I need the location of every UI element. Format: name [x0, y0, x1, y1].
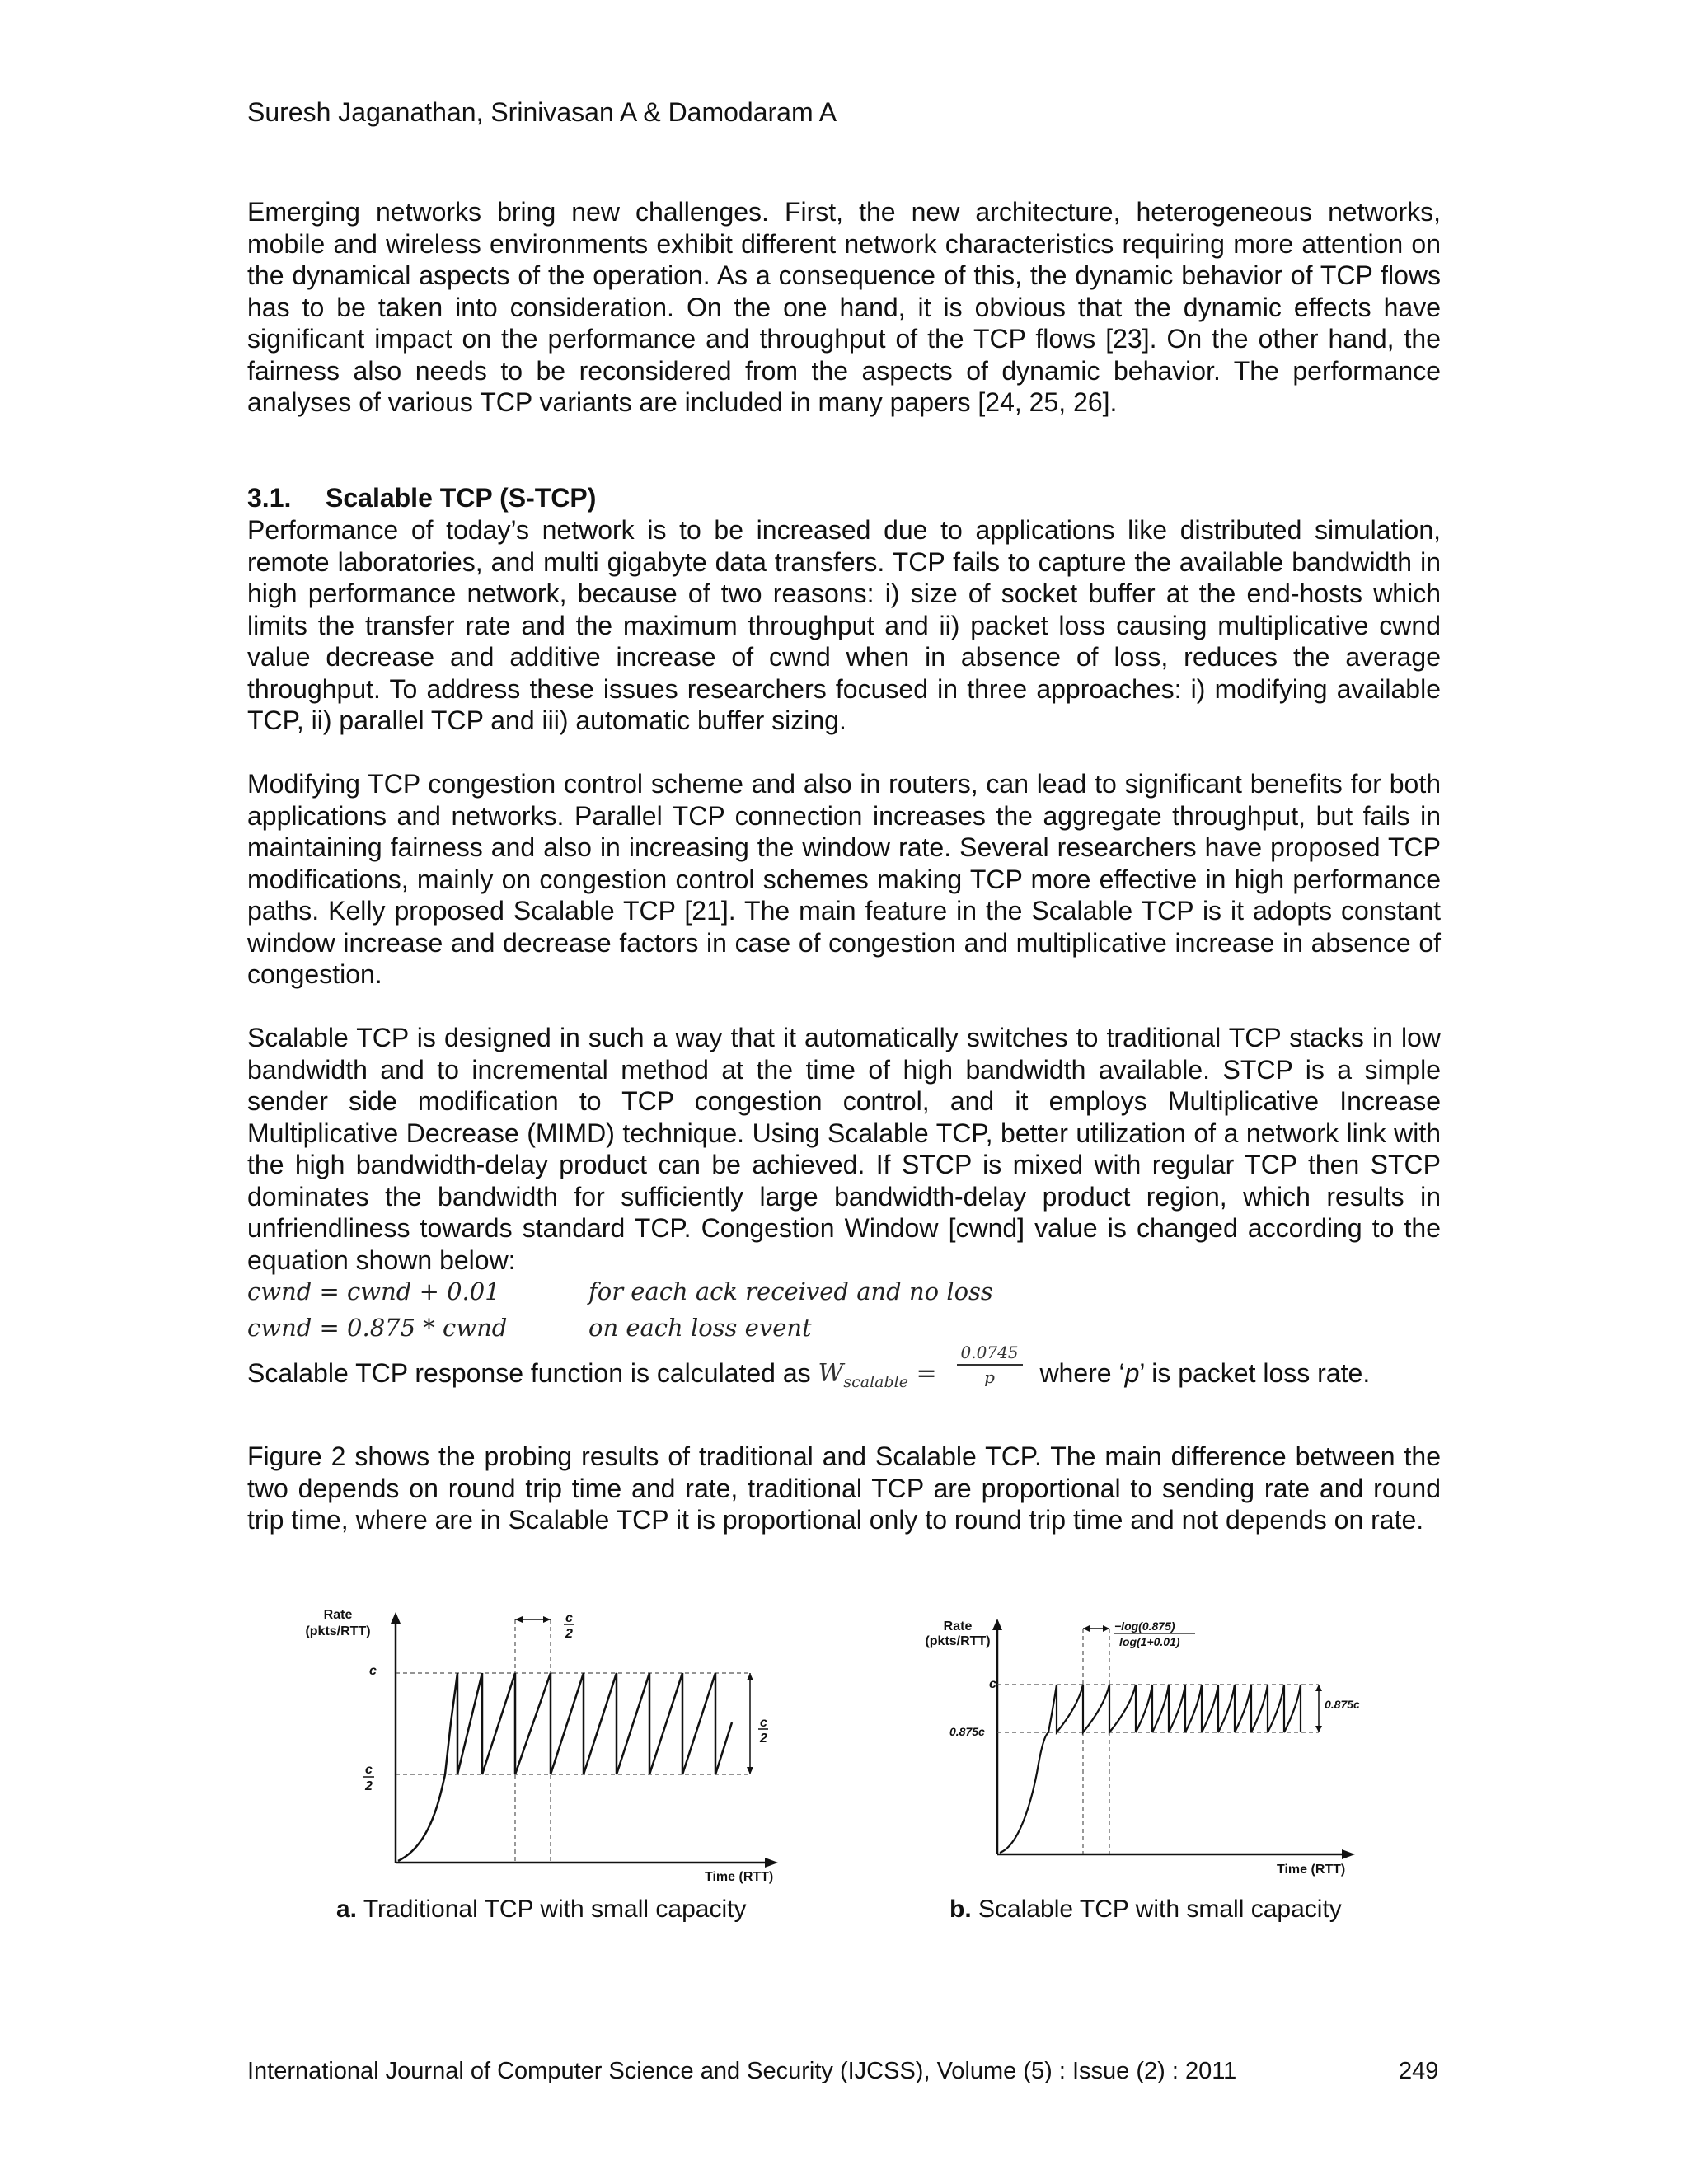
formula-lhs	[818, 1359, 937, 1391]
equation-increase-rhs: for each ack received and no loss	[588, 1277, 993, 1305]
fig-a-side-arrowhead-t	[747, 1673, 753, 1680]
formula-numerator: 0.0745	[960, 1342, 1019, 1362]
fig-b-top-num: −log(0.875)	[1114, 1619, 1175, 1633]
fig-a-tick-c-half-num: c	[365, 1763, 373, 1777]
formula-w: W	[818, 1358, 844, 1388]
fig-b-side-arrowhead-b	[1315, 1726, 1322, 1732]
fig-a-gap-arrowhead-r	[543, 1616, 551, 1623]
fig-b-rate-curve	[1000, 1685, 1301, 1853]
page-number: 249	[1399, 2058, 1439, 2084]
figure-b-caption-label: b.	[950, 1896, 972, 1923]
fig-a-side-num: c	[760, 1716, 767, 1730]
paragraph-intro: Emerging networks bring new challenges. First, the new architecture, heterogeneous networks, mobile and wireless environments exhibit different network characteristics requiring more attention on the dynamical aspects of the operation. As a consequence of this, the dynamic behavior of TCP flows has to be taken into consideration. On the one hand, it is obvious that the dynamic effects have significant impact on the performance and throughput of the TCP flows [23]. On the other hand, the fairness also needs to be reconsidered from the aspects of dynamic behavior. The performance analyses of various TCP variants are included in many papers [24, 25, 26].	[247, 197, 1441, 417]
response-after-post: ’ is packet loss rate.	[1139, 1358, 1371, 1388]
figure-scalable-tcp	[898, 1599, 1393, 1887]
fig-b-side: 0.875c	[1325, 1698, 1360, 1711]
section-number: 3.1.	[247, 483, 292, 513]
equation-decrease	[247, 1314, 812, 1342]
fig-a-side-den: 2	[760, 1732, 767, 1746]
formula-denominator: p	[984, 1366, 995, 1387]
fig-a-side-arrowhead-b	[747, 1767, 753, 1774]
fig-a-tick-c-half-den: 2	[365, 1779, 373, 1793]
fig-b-side-arrowhead-t	[1315, 1685, 1322, 1691]
fig-a-tick-c: c	[369, 1664, 377, 1678]
fig-b-x-arrow	[1342, 1849, 1355, 1859]
figure-a-caption	[336, 1896, 746, 1924]
fig-a-rate-curve	[398, 1673, 732, 1861]
fig-b-y-arrow	[992, 1619, 1002, 1630]
fig-a-xlabel: Time (RTT)	[705, 1870, 774, 1884]
response-formula	[818, 1342, 1033, 1392]
figure-b-caption	[950, 1896, 1342, 1924]
paragraph-scalable: Scalable TCP is designed in such a way that it automatically switches to traditional TCP stacks in low bandwidth and to incremental method at the time of high bandwidth available. STCP is a simple sender side modification to TCP congestion control, and it employs Multiplicative Increase Multiplicative Decrease (MIMD) technique. Using Scalable TCP, better utilization of a network link with the high bandwidth-delay product can be achieved. If STCP is mixed with regular TCP then STCP dominates the bandwidth for sufficiently large bandwidth-delay product region, which results in unfriendliness towards standard TCP. Congestion Window [cwnd] value is changed according to the equation shown below:	[247, 1023, 1441, 1275]
equation-increase-lhs: cwnd = cwnd + 0.01	[247, 1277, 500, 1305]
paragraph-figure-intro: Figure 2 shows the probing results of traditional and Scalable TCP. The main difference between the two depends on round trip time and rate, traditional TCP are proportional to sending rate and round trip time, where are in Scalable TCP it is proportional only to round trip time and not depends on rate.	[247, 1441, 1441, 1535]
formula-fraction-bar	[957, 1364, 1023, 1366]
fig-b-top-arrowhead-l	[1083, 1625, 1090, 1632]
fig-a-gap-num: c	[565, 1611, 573, 1625]
equation-increase	[247, 1277, 993, 1305]
paragraph-performance: Performance of today’s network is to be increased due to applications like distributed simulation, remote laboratories, and multi gigabyte data transfers. TCP fails to capture the available bandwidth in high performance network, because of two reasons: i) size of socket buffer at the end-hosts which limits the transfer rate and the maximum throughput and ii) packet loss causing multiplicative cwnd value decrease and additive increase of cwnd when in absence of loss, reduces the average throughput. To address these issues researchers focused in three approaches: i) modifying available TCP, ii) parallel TCP and iii) automatic buffer sizing.	[247, 515, 1441, 735]
response-variable: p	[1124, 1358, 1140, 1388]
response-text: Scalable TCP response function is calculated as	[247, 1358, 818, 1388]
figure-b-caption-text: Scalable TCP with small capacity	[971, 1896, 1342, 1923]
fig-b-tick-c: c	[989, 1677, 996, 1691]
paragraph-modifying: Modifying TCP congestion control scheme and also in routers, can lead to significant benefits for both applications and networks. Parallel TCP connection increases the aggregate throughput, but fails in maintaining fairness and also in increasing the window rate. Several researchers have proposed TCP modifications, mainly on congestion control schemes making TCP more effective in high performance paths. Kelly proposed Scalable TCP [21]. The main feature in the Scalable TCP is it adopts constant window increase and decrease factors in case of congestion and multiplicative increase in absence of congestion.	[247, 769, 1441, 989]
fig-a-ylabel-1: Rate	[323, 1608, 353, 1622]
figure-traditional-tcp	[288, 1599, 799, 1887]
fig-b-xlabel: Time (RTT)	[1277, 1863, 1346, 1877]
fig-b-ylabel-1: Rate	[943, 1619, 973, 1633]
section-title: Scalable TCP (S-TCP)	[326, 483, 597, 513]
figure-a-caption-label: a.	[336, 1896, 358, 1923]
fig-a-y-arrow	[391, 1612, 401, 1624]
section-heading	[247, 483, 596, 513]
fig-a-gap-arrowhead-l	[515, 1616, 523, 1623]
running-header: Suresh Jaganathan, Srinivasan A & Damodaram A	[247, 97, 837, 127]
journal-footer: International Journal of Computer Science and Security (IJCSS), Volume (5) : Issue (2) : 2011	[247, 2058, 1237, 2084]
formula-fraction	[957, 1343, 1023, 1387]
formula-subscript: scalable	[843, 1372, 908, 1391]
figure-a-caption-text: Traditional TCP with small capacity	[357, 1896, 747, 1923]
fig-a-gap-den: 2	[565, 1627, 573, 1641]
equation-decrease-lhs: cwnd = 0.875 * cwnd	[247, 1314, 508, 1342]
fig-a-ylabel-2: (pkts/RTT)	[305, 1624, 371, 1638]
fig-a-x-arrow	[765, 1858, 778, 1868]
fig-b-top-den: log(1+0.01)	[1119, 1635, 1180, 1648]
fig-b-ylabel-2: (pkts/RTT)	[925, 1634, 991, 1648]
fig-b-top-arrowhead-r	[1103, 1625, 1109, 1632]
fig-b-tick-low: 0.875c	[950, 1725, 985, 1738]
response-after: where ‘	[1032, 1358, 1125, 1388]
formula-equals: =	[908, 1358, 937, 1388]
equation-decrease-rhs: on each loss event	[588, 1314, 812, 1342]
response-function-line	[247, 1342, 1371, 1392]
